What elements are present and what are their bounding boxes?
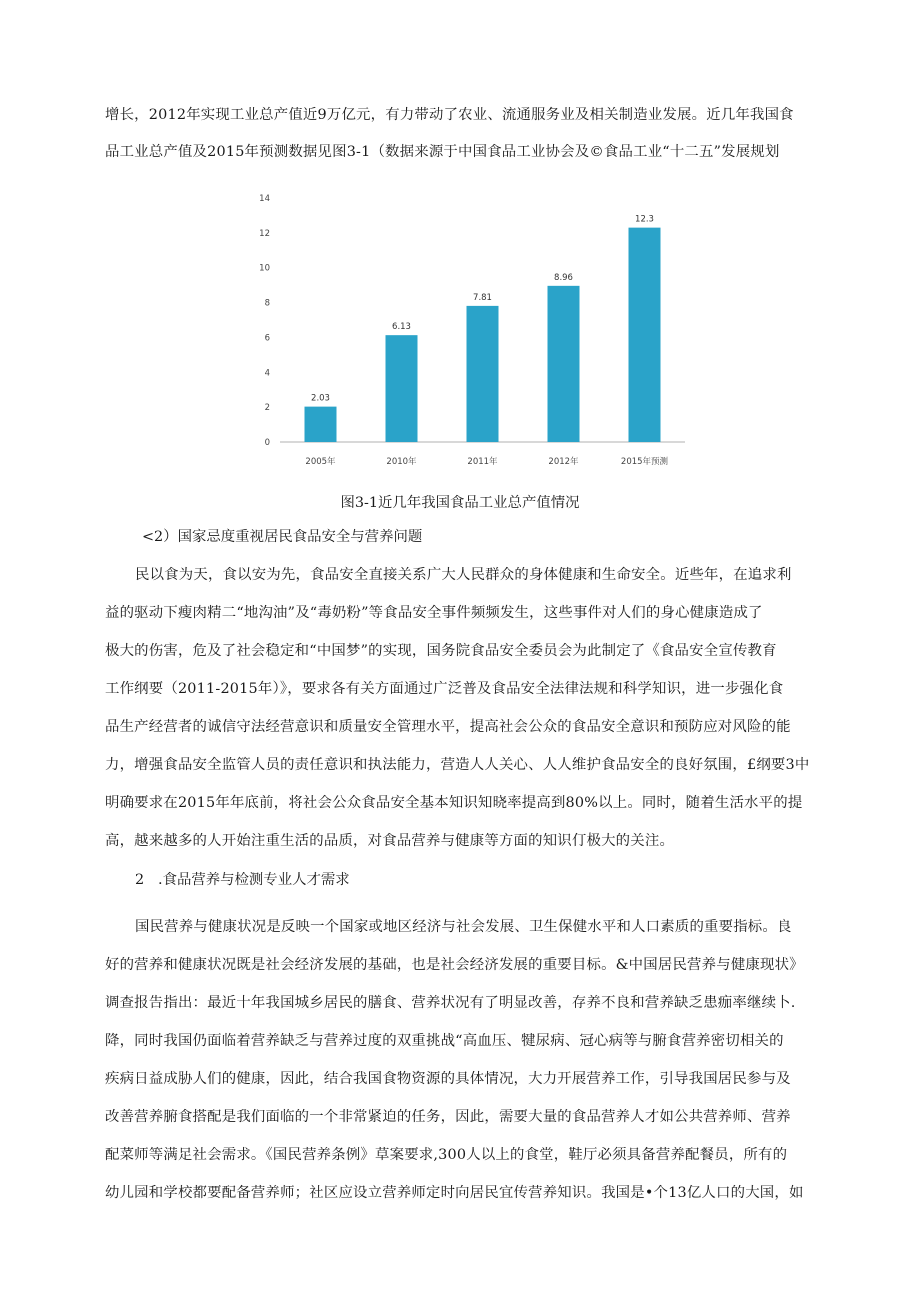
para1-line-5: 品生产经营者的诚信守法经营意识和质量安全管理水平，提高社会公众的食品安全意识和预防应对风险的能 <box>105 719 791 735</box>
bar-value-label: 12.3 <box>635 214 654 225</box>
y-tick-label: 12 <box>259 228 270 239</box>
para2-line-7: 配菜师等满足社会需求。《国民营养条例》草案要求,300人以上的食堂，鞋厅必须具备营养配餐员，所有的 <box>105 1147 788 1163</box>
para2-line-5: 疾病日益成胁人们的健康，因此，结合我国食物资源的具体情况，大力开展营养工作，引导我国居民参与及 <box>105 1071 791 1087</box>
para1-line-6: 力，增强食品安全监管人员的责任意识和执法能力，营造人人关心、人人维护食品安全的良好氛围，£纲要3中 <box>105 757 810 773</box>
bar-value-label: 2.03 <box>311 393 330 404</box>
y-tick-label: 4 <box>264 368 270 379</box>
section2-number: 2 <box>135 872 145 888</box>
para1-line-7: 明确要求在2015年年底前，将社会公众食品安全基本知识知晓率提高到80%以上。同时，随着生活水平的提 <box>105 795 803 811</box>
para1-line-1: 民以食为天，食以安为先，食品安全直接关系广大人民群众的身体健康和生命安全。近些年，在追求利 <box>135 567 792 583</box>
bar <box>305 407 337 442</box>
bar <box>467 306 499 442</box>
y-tick-label: 6 <box>264 333 270 344</box>
bar <box>629 228 661 442</box>
x-tick-label: 2005年 <box>305 457 336 467</box>
bar-chart <box>230 180 700 480</box>
y-tick-label: 10 <box>259 263 270 274</box>
para1-line-4: 工作纲要（2011-2015年）》，要求各有关方面通过广泛普及食品安全法律法规和科学知识，进一步强化食 <box>105 681 784 697</box>
para2-line-2: 好的营养和健康状况既是社会经济发展的基础，也是社会经济发展的重要目标。&中国居民营养与健康现状》 <box>105 957 804 973</box>
bar-value-label: 7.81 <box>473 292 492 303</box>
y-tick-label: 14 <box>259 194 270 204</box>
x-tick-label: 2010年 <box>386 457 417 467</box>
x-tick-label: 2011年 <box>467 457 498 467</box>
para2-line-1: 国民营养与健康状况是反映一个国家或地区经济与社会发展、卫生保健水平和人口素质的重要指标。良 <box>135 919 792 935</box>
para2-line-8: 幼儿园和学校都要配备营养师；社区应设立营养师定时向居民宜传营养知识。我国是•个13亿人口的大国，如 <box>105 1185 804 1201</box>
bar-value-label: 6.13 <box>392 322 411 333</box>
bar <box>386 335 418 442</box>
section2-heading: .食品营养与检测专业人才需求 <box>158 872 350 888</box>
para2-line-3: 调查报告指出：最近十年我国城乡居民的膳食、营养状况有了明显改善，存养不良和营养缺乏患痂率继续卜. <box>105 995 796 1011</box>
para1-line-8: 高，越来越多的人开始注重生活的品质，对食品营养与健康等方面的知识仃极大的关注。 <box>105 833 675 849</box>
intro-line-2: 品工业总产值及2015年预测数据见图3-1（数据来源于中国食品工业协会及©食品工业“十二五”发展规划 <box>105 144 780 160</box>
y-tick-label: 8 <box>264 298 270 309</box>
para2-line-4: 降，同时我国仍面临着营养缺乏与营养过度的双重挑战“高血压、犍尿病、冠心病等与腑食营养密切相关的 <box>105 1033 784 1049</box>
para1-line-3: 极大的伤害，危及了社会稳定和“中国梦”的实现，国务院食品安全委员会为此制定了《食品安全宣传教育 <box>105 643 777 659</box>
para1-line-2: 益的驱动下瘦肉精二“地沟油”及“毒奶粉”等食品安全事件频频发生，这些事件对人们的身心健康造成了 <box>105 605 763 621</box>
para2-line-6: 改善营养腑食搭配是我们面临的一个非常紧迫的任务，因此，需要大量的食品营养人才如公共营养师、营养 <box>105 1109 791 1125</box>
x-tick-label: 2012年 <box>548 457 579 467</box>
section1-heading: <2）国家忌度重视居民食品安全与营养问题 <box>142 529 423 545</box>
bar <box>548 286 580 442</box>
intro-line-1: 增长，2012年实现工业总产值近9万亿元，有力带动了农业、流通服务业及相关制造业发展。近几年我国食 <box>105 107 794 123</box>
x-tick-label: 2015年预测 <box>620 457 669 467</box>
figure-caption: 图3-1近几年我国食品工业总产值情况 <box>340 495 580 511</box>
bar-value-label: 8.96 <box>554 272 573 283</box>
y-tick-label: 0 <box>264 438 270 448</box>
y-tick-label: 2 <box>264 403 270 414</box>
